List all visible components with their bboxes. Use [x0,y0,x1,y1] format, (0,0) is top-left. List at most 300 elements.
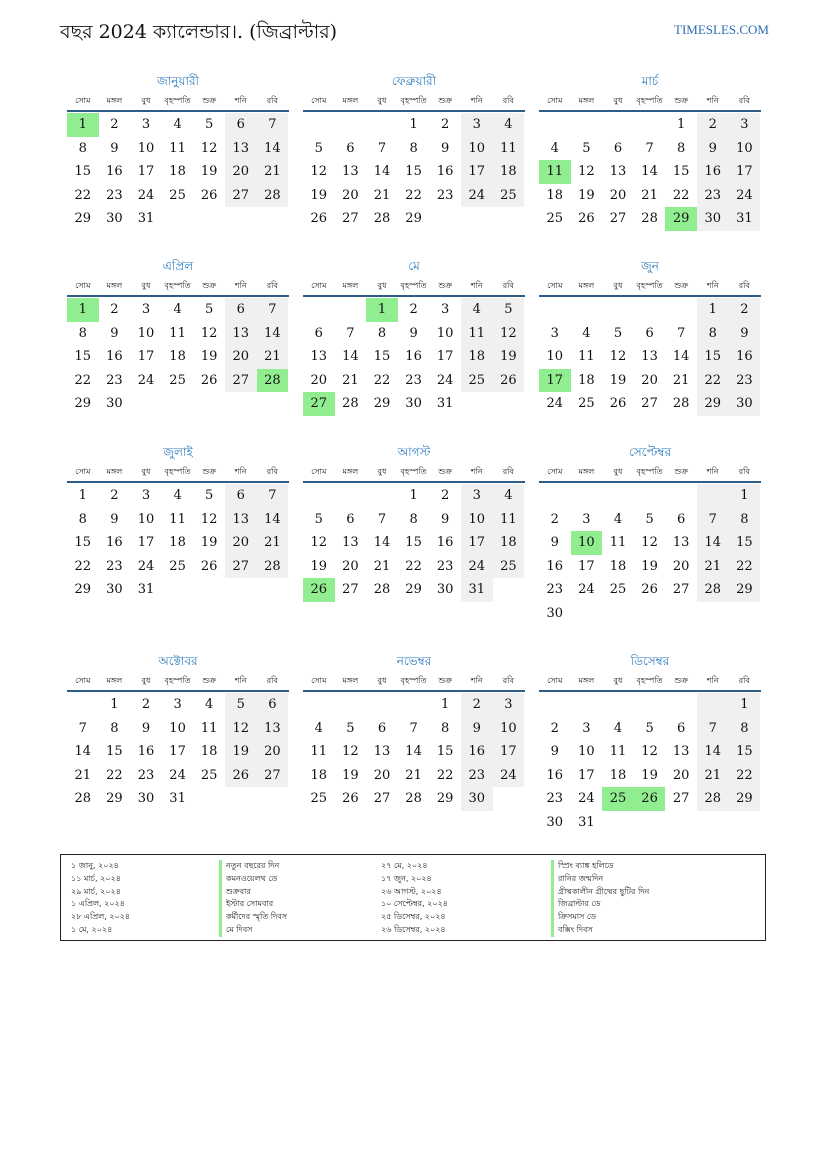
day-cell: 22 [74,187,92,203]
day-cell: 11 [169,325,186,341]
month-name: ডিসেম্বর [630,654,670,668]
weekday-label: শুক্র [674,96,688,105]
month-block [67,443,289,602]
day-cell: 14 [697,740,729,764]
day-cell: 26 [493,369,525,393]
weekday-label: সোম [547,676,563,685]
day-cell: 20 [672,558,690,574]
empty-cell [366,693,398,717]
day-cell: 12 [310,535,328,550]
weekday-label: রবি [502,676,514,685]
day-cell: 20 [641,372,658,388]
month-block [67,652,289,811]
legend-date: ১ জানু, ২০২৪ [71,861,119,870]
day-cell: 25 [200,767,218,783]
month-block [67,257,289,416]
day-cell: 10 [436,325,454,341]
day-cell: 30 [405,396,422,411]
day-cell: 2 [409,302,418,317]
weekday-label: বৃহস্পতি [636,281,663,290]
weekday-label: মঙ্গল [342,281,359,290]
month-block [303,652,525,811]
day-cell: 2 [550,511,559,527]
day-cell: 27 [672,582,690,597]
day-cell: 29 [729,578,761,602]
weekday-label: রবি [738,676,750,685]
day-cell: 7 [409,720,418,736]
day-cell: 30 [546,814,564,830]
day-cell: 8 [729,508,761,532]
day-cell: 20 [310,372,328,388]
day-cell: 31 [169,791,186,806]
day-cell: 1 [409,488,418,503]
holiday-day-cell: 11 [539,160,571,184]
day-cell: 25 [493,555,525,579]
day-cell: 30 [106,582,123,597]
month-name: আগস্ট [397,445,431,459]
day-cell: 5 [582,140,591,156]
day-cell: 1 [441,697,450,712]
day-cell: 21 [697,764,729,788]
day-cell: 17 [169,744,186,759]
legend-date: ১ এপ্রিল, ২০২৪ [71,899,125,909]
day-cell: 1 [409,117,418,132]
day-grid [303,113,525,231]
day-cell: 15 [74,535,92,550]
day-cell: 13 [373,744,391,759]
day-cell: 14 [74,744,92,759]
day-cell: 2 [729,298,761,322]
legend-right-names [551,860,649,937]
day-cell: 22 [106,767,123,783]
day-cell: 13 [342,535,359,550]
day-cell: 5 [205,488,214,503]
empty-cell [303,693,335,717]
day-grid [539,484,761,625]
weekday-label: সোম [311,467,327,476]
weekday-label: শুক্র [674,281,688,290]
empty-cell [539,113,571,137]
day-cell: 5 [645,511,654,527]
day-cell: 19 [310,187,328,203]
day-cell: 17 [461,531,493,555]
day-cell: 27 [225,369,257,393]
day-cell: 31 [729,207,761,231]
day-cell: 30 [729,392,761,416]
weekday-label: শনি [470,96,483,105]
day-cell: 11 [200,720,218,736]
weekday-label: বুধ [377,96,387,105]
weekday-label: রবি [266,281,278,290]
legend-date: ২৭ মে, ২০২৪ [381,861,428,870]
empty-cell [539,484,571,508]
weekday-label: শনি [234,467,247,476]
day-cell: 16 [461,740,493,764]
weekday-label: বৃহস্পতি [164,281,191,290]
day-cell: 16 [436,535,454,550]
day-cell: 16 [729,345,761,369]
day-cell: 6 [377,720,387,736]
empty-cell [602,484,634,508]
legend-date: ১৭ জুন, ২০২৪ [381,873,432,883]
month-name: মার্চ [641,74,659,88]
day-grid [303,693,525,811]
day-cell: 7 [78,720,87,736]
day-cell: 27 [672,791,690,806]
empty-cell [539,298,571,322]
weekday-label: মঙ্গল [106,281,123,290]
weekday-label: মঙ্গল [106,96,123,105]
weekday-label: সোম [75,676,91,685]
legend-date: ২৯ মার্চ, ২০২৪ [71,886,121,896]
day-cell: 11 [310,744,328,759]
day-cell: 21 [74,767,92,783]
day-grid [67,693,289,811]
weekday-header [303,672,525,692]
day-cell: 17 [461,160,493,184]
day-cell: 18 [461,345,493,369]
legend-date: ২৮ এপ্রিল, ২০২৪ [71,912,131,922]
day-cell: 13 [672,744,690,759]
day-cell: 10 [137,325,155,341]
day-cell: 23 [546,582,564,597]
day-cell: 2 [110,117,119,132]
weekday-label: সোম [311,676,327,685]
day-grid [67,113,289,231]
day-cell: 30 [461,787,493,811]
day-cell: 24 [436,372,454,388]
day-cell: 10 [461,137,493,161]
empty-cell [665,298,697,322]
day-cell: 17 [729,160,761,184]
day-cell: 27 [225,555,257,579]
day-cell: 23 [106,372,123,388]
day-cell: 3 [141,488,151,503]
legend-holiday-name: স্প্রিং ব্যাঙ্ক হলিডে [551,860,649,873]
day-grid [539,693,761,834]
day-cell: 5 [314,140,323,156]
day-cell: 12 [310,164,328,179]
day-cell: 11 [461,322,493,346]
day-cell: 22 [729,764,761,788]
day-cell: 3 [141,117,151,132]
day-cell: 15 [405,535,422,550]
day-cell: 13 [342,164,359,179]
day-cell: 10 [461,508,493,532]
day-cell: 25 [169,187,186,203]
day-cell: 23 [137,767,155,783]
day-cell: 10 [137,140,155,156]
legend-holiday-name: কর্মীদের স্মৃতি দিবস [219,911,287,924]
legend-holiday-name: মে দিবস [219,924,287,937]
day-cell: 17 [578,558,595,574]
empty-cell [634,298,666,322]
day-cell: 11 [609,535,627,550]
empty-cell [398,693,430,717]
day-cell: 27 [342,211,359,226]
day-cell: 19 [578,187,595,203]
day-cell: 9 [441,511,450,527]
day-cell: 24 [461,555,493,579]
holiday-day-cell: 17 [539,369,571,393]
day-cell: 16 [137,744,155,759]
day-cell: 19 [609,372,627,388]
weekday-label: মঙ্গল [342,96,359,105]
day-cell: 9 [697,137,729,161]
weekday-label: শুক্র [202,467,216,476]
legend-holiday-name: শুক্রবার [219,886,287,899]
empty-cell [335,693,367,717]
day-cell: 6 [677,720,686,736]
day-cell: 18 [310,767,328,783]
day-cell: 27 [373,791,391,806]
day-cell: 7 [677,325,686,341]
day-cell: 25 [578,396,595,411]
day-cell: 22 [373,372,391,388]
month-name: সেপ্টেম্বর [628,445,672,459]
weekday-label: শনি [706,96,719,105]
day-cell: 9 [550,744,559,759]
weekday-label: শুক্র [674,467,688,476]
day-cell: 28 [641,211,658,226]
day-cell: 18 [546,187,564,203]
weekday-label: সোম [547,467,563,476]
day-cell: 4 [613,720,623,736]
month-name: অক্টোবর [158,654,198,668]
day-cell: 29 [74,582,92,597]
day-cell: 31 [436,396,454,411]
day-cell: 30 [137,791,155,806]
weekday-label: বৃহস্পতি [400,676,427,685]
day-cell: 7 [257,113,289,137]
day-cell: 22 [697,369,729,393]
legend-date: ২৫ ডিসেম্বর, ২০২৪ [381,912,446,922]
empty-cell [571,484,603,508]
site-link[interactable]: TIMESLES.COM [674,22,769,37]
weekday-label: বৃহস্পতি [164,467,191,476]
weekday-label: রবি [266,96,278,105]
empty-cell [303,484,335,508]
legend-holiday-name: নতুন বছরের দিন [219,860,287,873]
day-cell: 12 [609,349,627,364]
day-cell: 31 [578,814,595,830]
empty-cell [665,693,697,717]
day-cell: 3 [173,697,182,712]
day-cell: 12 [493,322,525,346]
day-cell: 26 [641,582,658,597]
empty-cell [634,113,666,137]
day-cell: 21 [373,558,391,574]
weekday-label: রবি [738,96,750,105]
day-cell: 25 [546,211,564,226]
day-cell: 18 [169,535,186,550]
weekday-label: মঙ্গল [578,96,595,105]
day-cell: 25 [493,184,525,208]
day-cell: 2 [441,117,450,132]
weekday-label: মঙ্গল [106,676,123,685]
weekday-label: বুধ [613,96,623,105]
month-block [67,72,289,231]
weekday-label: বৃহস্পতি [636,467,663,476]
holiday-day-cell: 26 [303,578,335,602]
day-cell: 6 [225,298,257,322]
weekday-label: শনি [470,281,483,290]
day-cell: 12 [578,164,595,179]
day-cell: 24 [578,791,595,806]
day-cell: 9 [110,325,119,341]
day-cell: 4 [173,302,182,317]
day-cell: 14 [672,349,690,364]
day-cell: 2 [110,488,119,503]
day-cell: 6 [613,140,623,156]
day-cell: 5 [613,325,623,341]
day-cell: 12 [200,140,218,156]
day-cell: 12 [200,511,218,527]
weekday-label: সোম [75,281,91,290]
day-cell: 24 [169,767,186,783]
day-cell: 20 [342,558,359,574]
day-cell: 2 [141,697,151,712]
day-cell: 7 [697,717,729,741]
holiday-day-cell: 28 [257,369,289,393]
day-cell: 16 [405,349,422,364]
day-cell: 24 [137,558,155,574]
day-cell: 15 [697,345,729,369]
day-cell: 22 [672,187,690,203]
day-cell: 13 [609,164,627,179]
day-cell: 20 [342,187,359,203]
day-cell: 28 [697,787,729,811]
day-cell: 6 [677,511,686,527]
day-cell: 14 [257,508,289,532]
legend-holiday-name: গ্রীষ্মকালীন গ্রীষ্মের ছুটির দিন [551,886,649,899]
day-cell: 6 [257,693,289,717]
empty-cell [335,484,367,508]
day-grid [303,298,525,416]
day-cell: 4 [493,484,525,508]
empty-cell [602,693,634,717]
day-cell: 6 [225,113,257,137]
weekday-label: শুক্র [438,96,452,105]
day-cell: 13 [257,717,289,741]
weekday-header [67,463,289,483]
legend-date: ১১ মার্চ, ২০২৪ [71,873,121,883]
weekday-label: সোম [75,96,91,105]
day-cell: 17 [137,164,155,179]
day-cell: 16 [546,558,564,574]
weekday-label: শুক্র [202,281,216,290]
empty-cell [571,113,603,137]
day-cell: 19 [200,164,218,179]
weekday-label: বৃহস্পতি [636,96,663,105]
day-cell: 4 [461,298,493,322]
month-block [303,72,525,231]
day-cell: 6 [346,140,355,156]
weekday-label: শুক্র [202,96,216,105]
weekday-label: মঙ্গল [342,676,359,685]
day-cell: 7 [257,298,289,322]
day-cell: 18 [169,164,186,179]
weekday-label: বুধ [141,281,151,290]
day-cell: 21 [257,531,289,555]
day-cell: 15 [672,164,690,179]
weekday-label: সোম [547,281,563,290]
day-cell: 2 [461,693,493,717]
day-cell: 3 [582,720,591,736]
empty-cell [366,113,398,137]
day-cell: 19 [310,558,328,574]
day-cell: 24 [729,184,761,208]
month-block [539,652,761,834]
day-cell: 11 [493,137,525,161]
day-cell: 26 [609,396,627,411]
legend-left-dates [71,860,130,937]
day-cell: 21 [405,767,422,783]
day-cell: 29 [436,791,454,806]
day-grid [67,298,289,416]
legend-holiday-name: বক্সিং দিবস [551,924,649,937]
day-cell: 14 [641,164,658,179]
day-cell: 21 [342,372,359,388]
day-cell: 24 [137,187,155,203]
weekday-label: রবি [738,281,750,290]
empty-cell [67,693,99,717]
day-cell: 19 [342,767,359,783]
day-cell: 13 [225,508,257,532]
weekday-label: রবি [502,281,514,290]
weekday-header [67,672,289,692]
day-cell: 28 [342,396,359,411]
legend-right-dates [381,860,448,937]
legend-holiday-name: ইস্টার সোমবার [219,898,287,911]
legend-date: ১০ সেপ্টেম্বর, ২০২৪ [381,899,448,909]
day-cell: 7 [645,140,654,156]
day-cell: 29 [697,392,729,416]
weekday-label: শুক্র [438,676,452,685]
empty-cell [303,113,335,137]
day-cell: 28 [257,184,289,208]
weekday-label: বুধ [141,676,151,685]
day-cell: 20 [373,767,391,783]
day-cell: 13 [310,349,328,364]
day-cell: 25 [169,558,186,574]
weekday-label: বুধ [377,467,387,476]
month-name: জুলাই [163,445,193,459]
day-cell: 20 [225,531,257,555]
month-name: এপ্রিল [162,259,194,273]
day-cell: 18 [493,160,525,184]
day-cell: 8 [409,511,418,527]
day-cell: 4 [205,697,214,712]
month-name: নভেম্বর [396,654,432,668]
weekday-label: শনি [470,676,483,685]
day-cell: 8 [78,511,87,527]
legend-holiday-name: রানির জন্মদিন [551,873,649,886]
day-cell: 12 [225,717,257,741]
legend-holiday-name: জিব্রাল্টার ডে [551,898,649,911]
day-cell: 18 [609,767,627,783]
day-cell: 15 [729,531,761,555]
day-cell: 30 [436,582,454,597]
day-cell: 12 [641,535,658,550]
empty-cell [665,484,697,508]
day-cell: 1 [110,697,119,712]
empty-cell [634,693,666,717]
day-cell: 10 [493,717,525,741]
weekday-label: বুধ [377,281,387,290]
holiday-day-cell: 26 [634,787,666,811]
month-block [539,443,761,625]
